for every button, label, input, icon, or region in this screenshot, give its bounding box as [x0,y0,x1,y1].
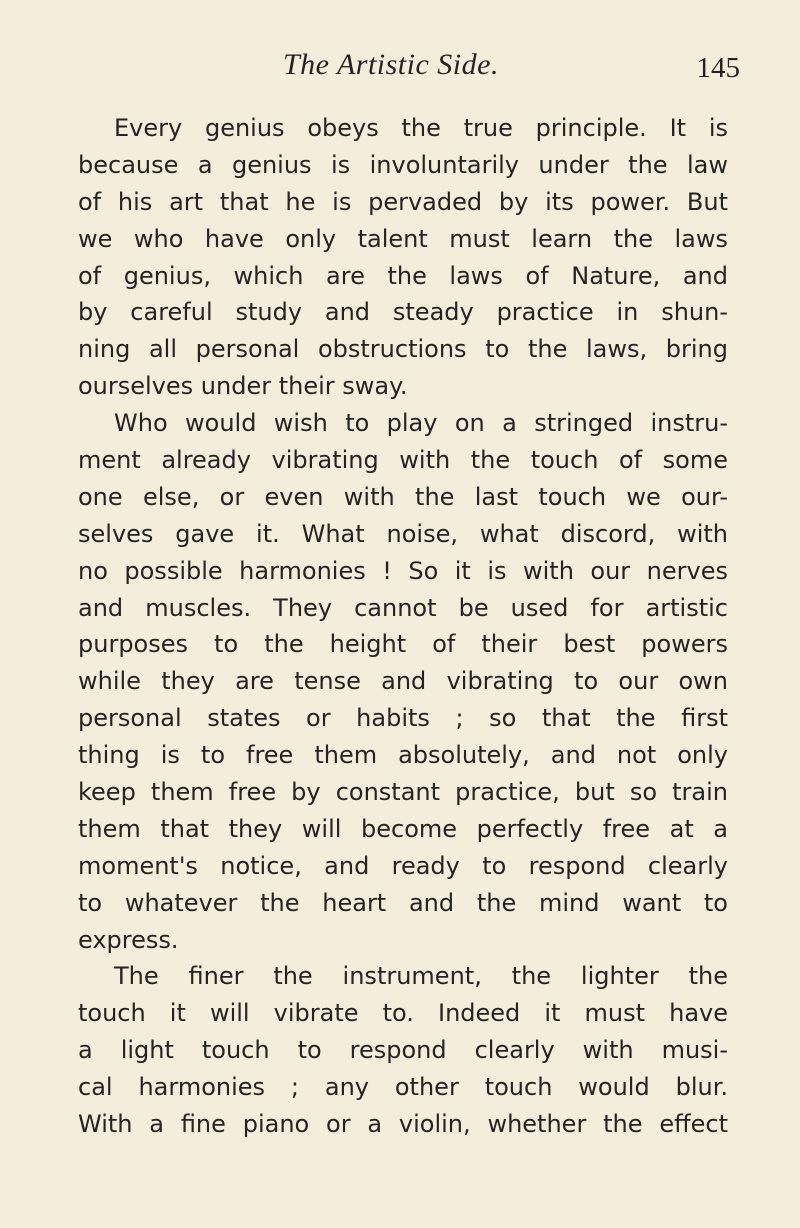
text-line: personal states or habits ; so that the first [78,704,728,733]
text-line: selves gave it. What noise, what discord, with [78,519,728,548]
page-number: 145 [696,52,740,84]
body-text [78,110,728,1143]
text-line: by careful study and steady practice in shun- [78,298,728,327]
text-line: we who have only talent must learn the laws [78,224,728,253]
text-line: The finer the instrument, the lighter the [114,962,728,991]
text-line: while they are tense and vibrating to our own [78,667,728,696]
text-line: one else, or even with the last touch we our- [78,482,728,511]
text-line: Who would wish to play on a stringed instru- [114,409,728,438]
text-line: keep them free by constant practice, but so train [78,778,728,807]
text-line: and muscles. They cannot be used for artistic [78,593,728,622]
text-line: of genius, which are the laws of Nature, and [78,261,728,290]
text-line: touch it will vibrate to. Indeed it must have [78,999,728,1028]
text-line: Every genius obeys the true principle. It is [114,114,728,142]
text-line: to whatever the heart and the mind want to [78,888,728,917]
text-line: them that they will become perfectly free at a [78,814,728,843]
text-line: ning all personal obstructions to the laws, bring [78,335,728,364]
text-line: purposes to the height of their best powers [78,630,728,659]
page-header [110,48,740,88]
running-title: The Artistic Side. [283,48,499,81]
text-line: moment's notice, and ready to respond clearly [78,851,728,880]
text-line: cal harmonies ; any other touch would blur. [78,1073,728,1102]
text-line: no possible harmonies ! So it is with our nerves [78,556,728,585]
text-line: because a genius is involuntarily under the law [78,150,728,179]
text-line: ment already vibrating with the touch of some [78,446,728,475]
text-line: thing is to free them absolutely, and not only [78,741,728,770]
text-line: express. [78,925,179,954]
text-line: With a fine piano or a violin, whether the effect [78,1110,728,1139]
text-line: of his art that he is pervaded by its power. But [78,187,728,216]
text-line: ourselves under their sway. [78,372,408,401]
text-line: a light touch to respond clearly with musi- [78,1036,728,1065]
